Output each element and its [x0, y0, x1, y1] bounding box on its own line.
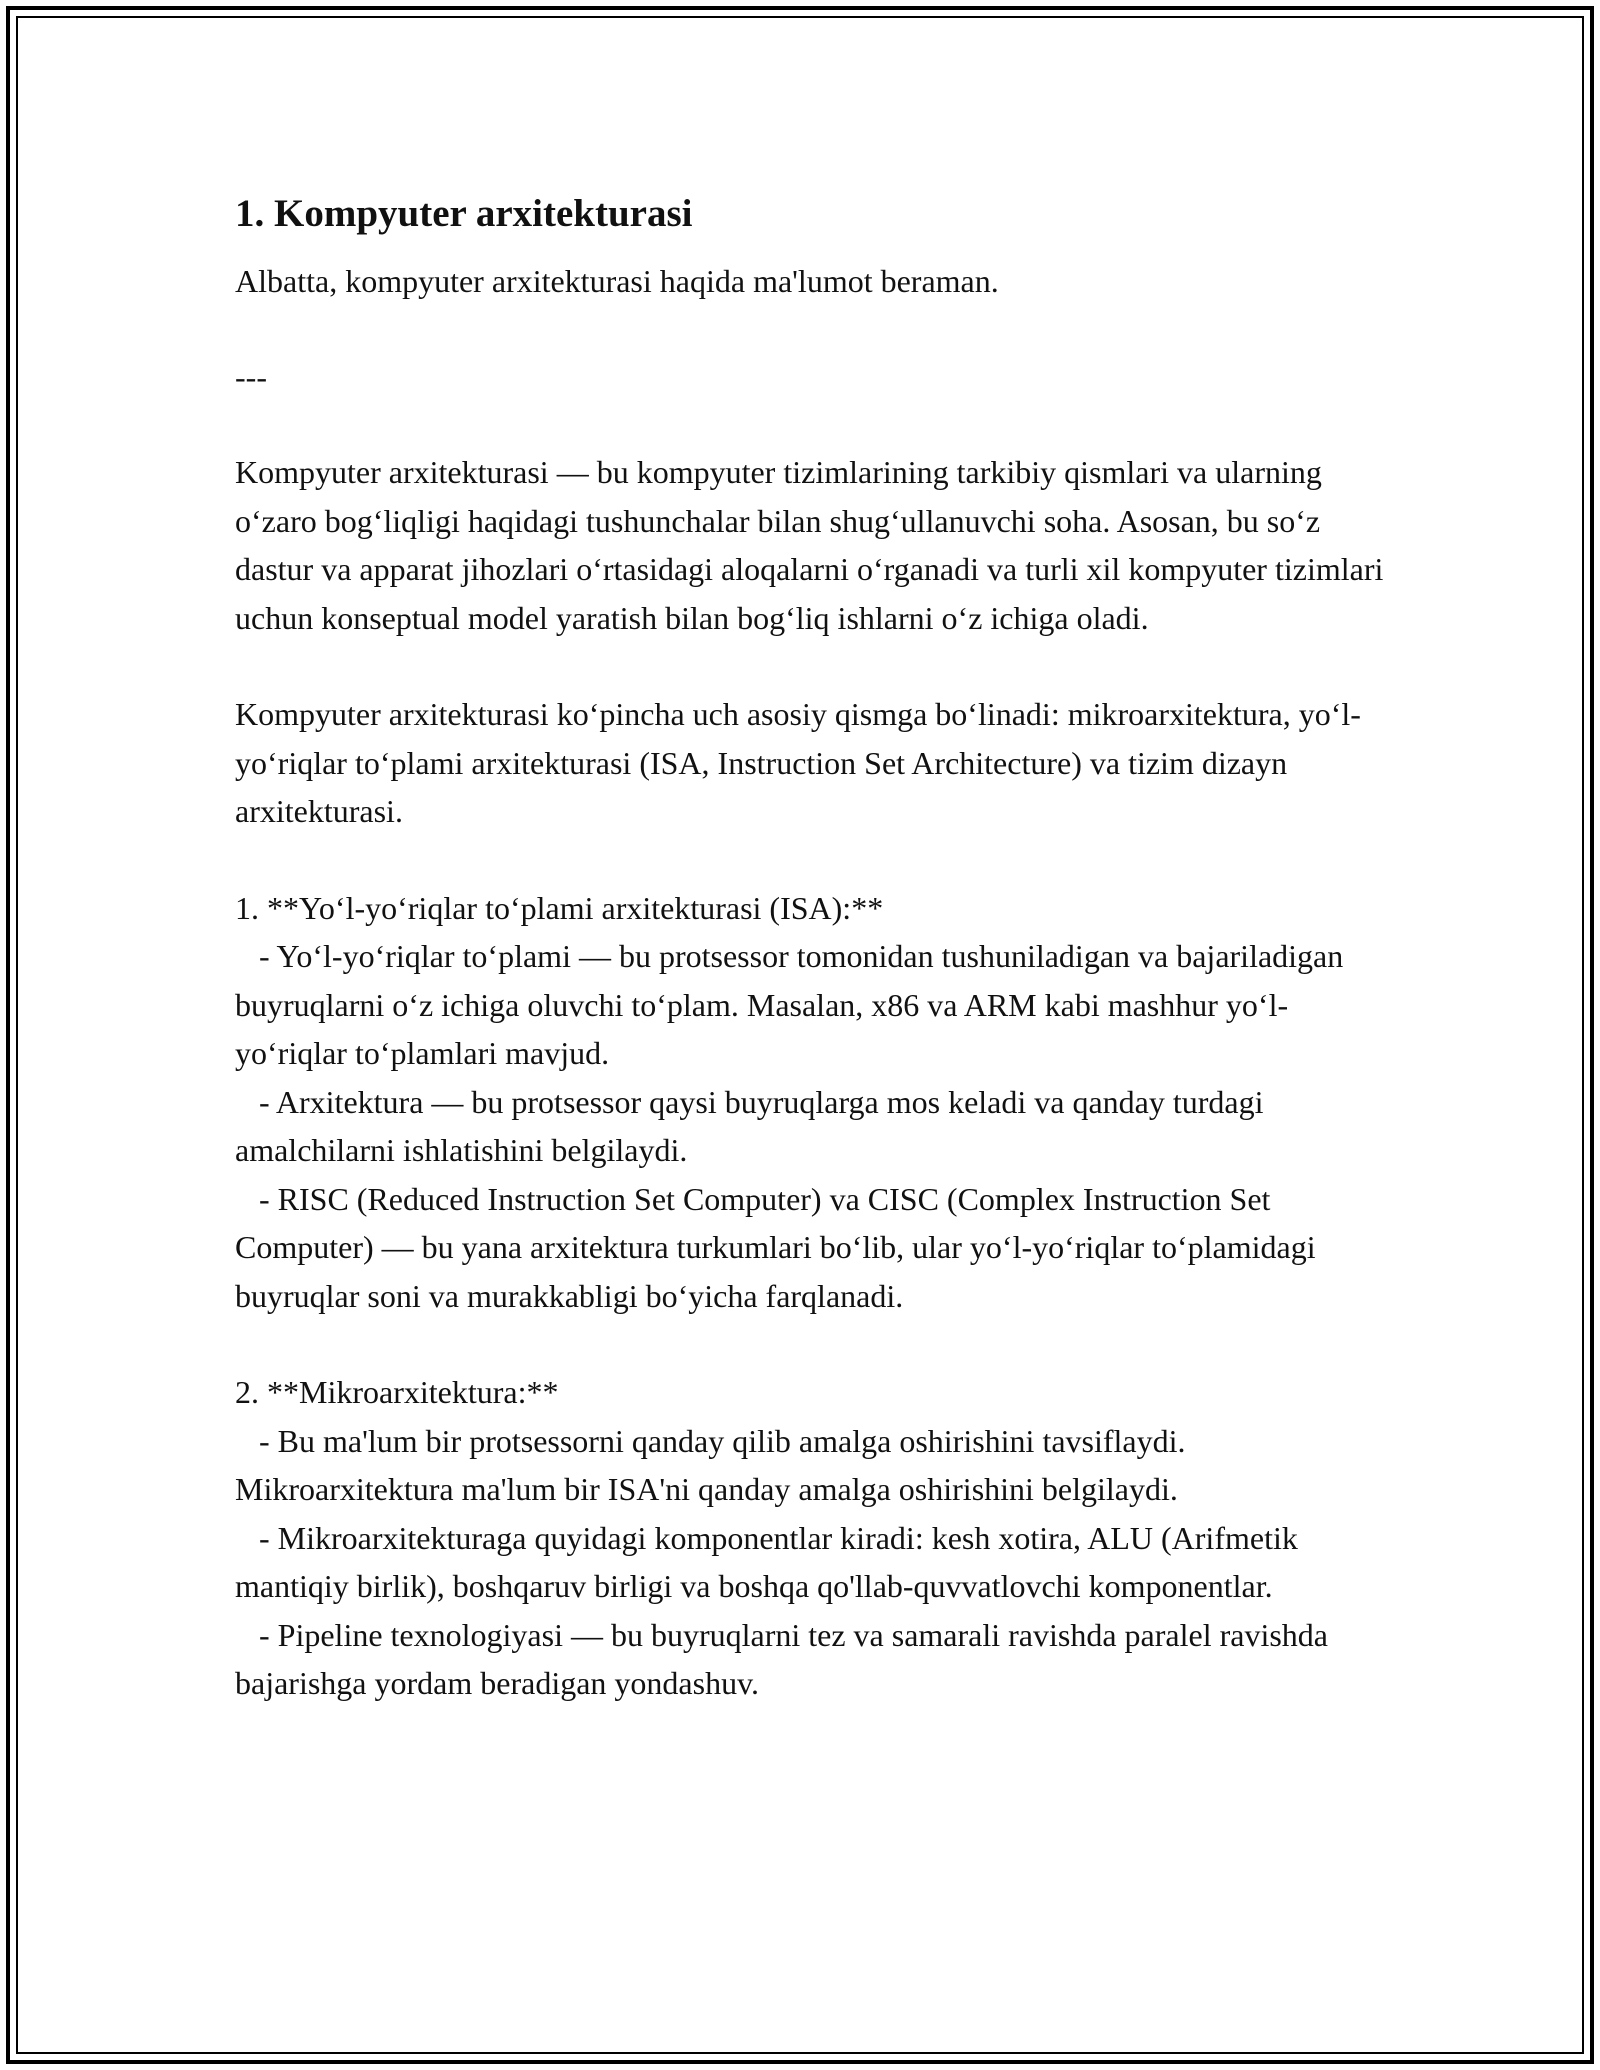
section-heading: 1. **Yo‘l-yo‘riqlar to‘plami arxitekturasi (ISA):**	[235, 889, 884, 926]
list-item: - Bu ma'lum bir protsessorni qanday qilib amalga oshirishini tavsiflaydi. Mikroarxitektura ma'lum bir ISA'ni qanday amalga oshirishini belgilaydi.	[235, 1422, 1194, 1507]
document-body	[235, 185, 1392, 1708]
parts-summary-paragraph: Kompyuter arxitekturasi ko‘pincha uch asosiy qismga bo‘linadi: mikroarxitektura, yo‘l-yo‘riqlar to‘plami arxitekturasi (ISA, Instruction Set Architecture) va tizim dizayn arxitekturasi.	[235, 696, 1361, 829]
list-item: - Mikroarxitekturaga quyidagi komponentlar kiradi: kesh xotira, ALU (Arifmetik mantiqiy birlik), boshqaruv birligi va boshqa qo'llab-quvvatlovchi komponentlar.	[235, 1519, 1306, 1604]
list-item: - Arxitektura — bu protsessor qaysi buyruqlarga mos keladi va qanday turdagi amalchilarni ishlatishini belgilaydi.	[235, 1083, 1272, 1168]
section-microarchitecture	[235, 1368, 1385, 1708]
list-item: - RISC (Reduced Instruction Set Computer) va CISC (Complex Instruction Set Computer) — bu yana arxitektura turkumlari bo‘lib, ular yo‘l-yo‘riqlar to‘plamidagi buyruqlar soni va murakkabligi bo‘yicha farqlanadi.	[235, 1180, 1324, 1314]
section-heading: 2. **Mikroarxitektura:**	[235, 1374, 559, 1410]
separator-line: ---	[235, 358, 267, 395]
list-item: - Pipeline texnologiyasi — bu buyruqlarni tez va samarali ravishda paralel ravishda bajarishga yordam beradigan yondashuv.	[235, 1616, 1336, 1701]
document-title: 1. Kompyuter arxitekturasi	[235, 192, 693, 235]
section-isa	[235, 884, 1385, 1321]
definition-paragraph: Kompyuter arxitekturasi — bu kompyuter tizimlarining tarkibiy qismlari va ularning o‘zaro bog‘liqligi haqidagi tushunchalar bilan shug‘ullanuvchi soha. Asosan, bu so‘z dastur va apparat jihozlari o‘rtasidagi aloqalarni o‘rganadi va turli xil kompyuter tizimlari uchun konseptual model yaratish bilan bog‘liq ishlarni o‘z ichiga oladi.	[235, 454, 1392, 636]
list-item: - Yo‘l-yo‘riqlar to‘plami — bu protsessor tomonidan tushuniladigan va bajariladigan buyruqlarni o‘z ichiga oluvchi to‘plam. Masalan, x86 va ARM kabi mashhur yo‘l-yo‘riqlar to‘plamlari mavjud.	[235, 938, 1352, 1071]
intro-paragraph: Albatta, kompyuter arxitekturasi haqida ma'lumot beraman.	[235, 263, 999, 299]
